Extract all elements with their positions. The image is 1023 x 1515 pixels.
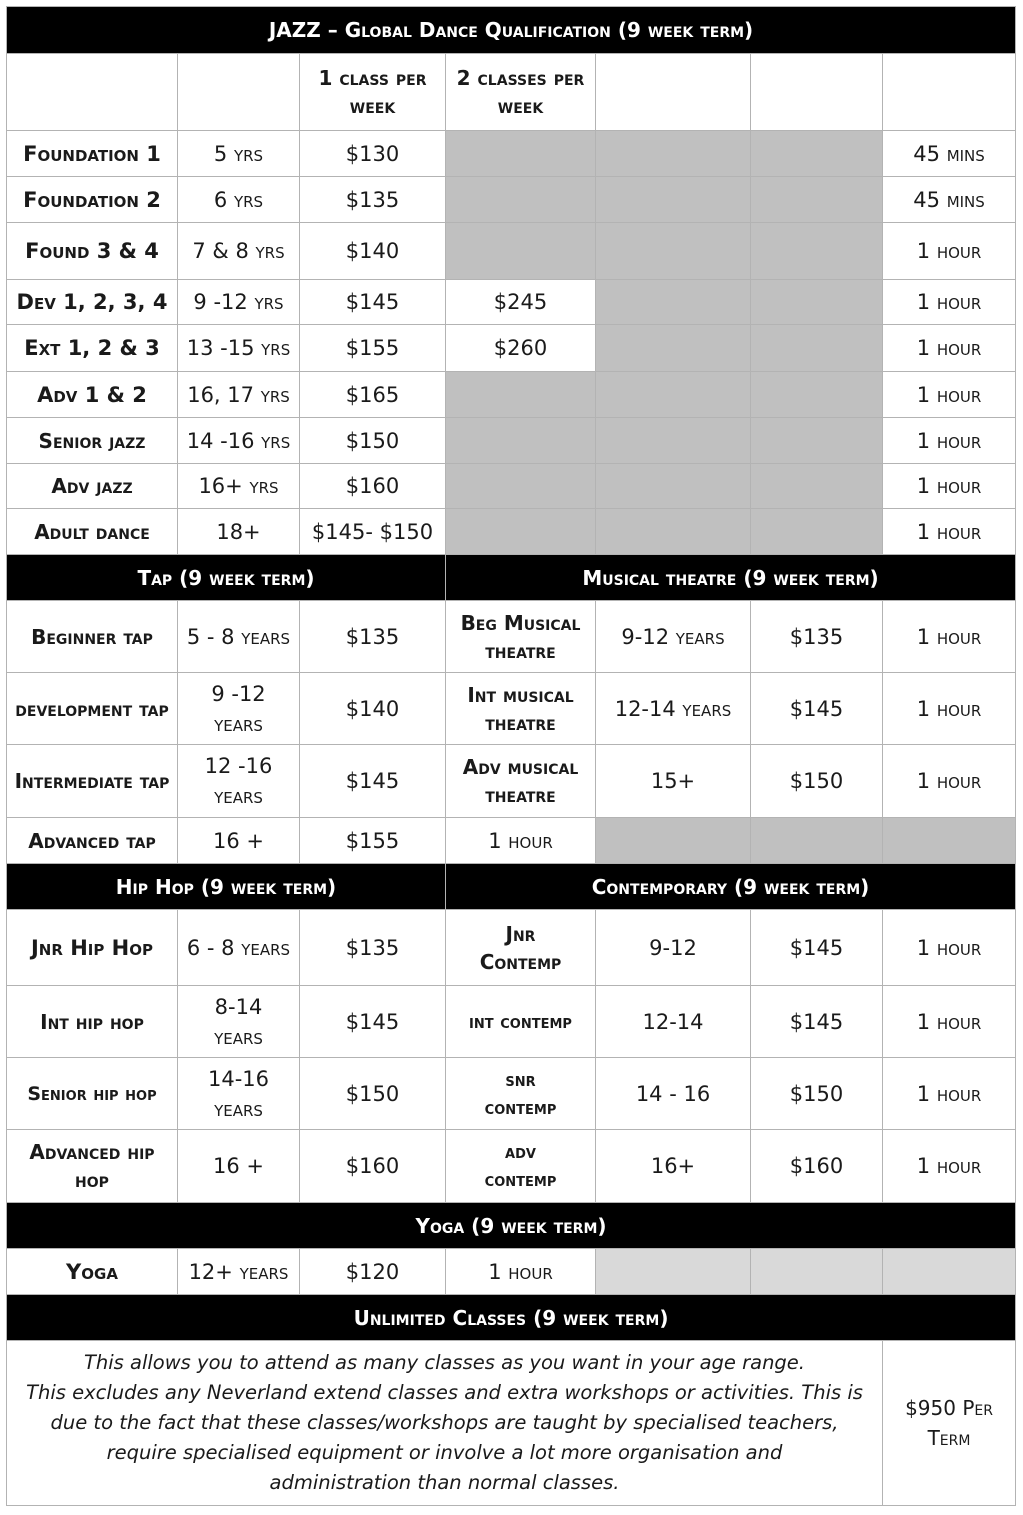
- tap-musical-row: [7, 745, 1016, 818]
- class-name: Int hip hop: [7, 986, 178, 1058]
- class-name: Jnr Hip Hop: [7, 910, 178, 986]
- empty-cell: [596, 509, 751, 555]
- class-name: Dev 1, 2, 3, 4: [7, 280, 178, 325]
- hiphop-contemporary-row: [7, 910, 1016, 986]
- age-range: 13 -15 yrs: [178, 325, 300, 372]
- class-name: adv contemp: [446, 1130, 596, 1203]
- empty-cell: [446, 509, 596, 555]
- jazz-row: [7, 223, 1016, 280]
- class-name: Jnr Contemp: [446, 910, 596, 986]
- age-range: 16, 17 yrs: [178, 372, 300, 418]
- empty-cell: [751, 1249, 883, 1295]
- unlimited-section-title: Unlimited Classes (9 week term): [7, 1295, 1016, 1341]
- class-name: Advanced tap: [7, 818, 178, 864]
- price: $150: [300, 1058, 446, 1130]
- jazz-row: [7, 418, 1016, 464]
- price: $160: [300, 1130, 446, 1203]
- class-duration: 45 mins: [883, 177, 1016, 223]
- class-name: Intermediate tap: [7, 745, 178, 818]
- price: $120: [300, 1249, 446, 1295]
- musical-theatre-section-title: Musical theatre (9 week term): [446, 555, 1016, 601]
- class-name: Senior hip hop: [7, 1058, 178, 1130]
- age-range: 12+ years: [178, 1249, 300, 1295]
- empty-cell: [446, 177, 596, 223]
- price-one-class: $140: [300, 223, 446, 280]
- age-range: 12 -16 years: [178, 745, 300, 818]
- age-range: 5 yrs: [178, 131, 300, 177]
- unlimited-description: This allows you to attend as many classes as you want in your age range. This excludes any Neverland extend classes and extra workshops or activities. This is due to the fact that these classes/workshops are taught by specialised teachers, require specialised equipment or involve a lot more organisation and administration than normal classes.: [7, 1341, 883, 1506]
- class-duration: 1 hour: [883, 325, 1016, 372]
- jazz-row: [7, 325, 1016, 372]
- empty-cell: [446, 131, 596, 177]
- age-range: 7 & 8 yrs: [178, 223, 300, 280]
- price-one-class: $130: [300, 131, 446, 177]
- class-duration: 1 hour: [883, 372, 1016, 418]
- class-name: Adv musical theatre: [446, 745, 596, 818]
- class-duration: 1 hour: [446, 818, 596, 864]
- class-name: Yoga: [7, 1249, 178, 1295]
- age-range: 6 - 8 years: [178, 910, 300, 986]
- empty-cell: [596, 325, 751, 372]
- age-range: 6 yrs: [178, 177, 300, 223]
- class-duration: 1 hour: [883, 464, 1016, 509]
- tap-musical-row: [7, 673, 1016, 745]
- empty-cell: [751, 177, 883, 223]
- class-name: int contemp: [446, 986, 596, 1058]
- empty-cell: [751, 464, 883, 509]
- age-range: 18+: [178, 509, 300, 555]
- class-duration: 1 hour: [883, 418, 1016, 464]
- empty-cell: [751, 325, 883, 372]
- jazz-section-title: JAZZ – Global Dance Qualification (9 week term): [7, 7, 1016, 54]
- age-range: 9 -12 years: [178, 673, 300, 745]
- empty-cell: [751, 818, 883, 864]
- class-name: Adv 1 & 2: [7, 372, 178, 418]
- class-duration: 1 hour: [883, 509, 1016, 555]
- two-classes-per-week-header: 2 classes per week: [446, 54, 596, 131]
- class-name: Advanced hip hop: [7, 1130, 178, 1203]
- class-duration: 1 hour: [883, 673, 1016, 745]
- empty-cell: [596, 1249, 751, 1295]
- price: $150: [751, 745, 883, 818]
- price: $145: [751, 910, 883, 986]
- class-name: Adult dance: [7, 509, 178, 555]
- age-range: 15+: [596, 745, 751, 818]
- price-two-classes: $260: [446, 325, 596, 372]
- class-duration: 1 hour: [883, 223, 1016, 280]
- class-duration: 1 hour: [883, 1058, 1016, 1130]
- tap-musical-row: [7, 818, 1016, 864]
- empty-cell: [751, 131, 883, 177]
- class-name: Int musical theatre: [446, 673, 596, 745]
- age-range: 5 - 8 years: [178, 601, 300, 673]
- empty-cell: [446, 372, 596, 418]
- price-two-classes: $245: [446, 280, 596, 325]
- empty-cell: [751, 418, 883, 464]
- contemporary-section-title: Contemporary (9 week term): [446, 864, 1016, 910]
- class-name: snr contemp: [446, 1058, 596, 1130]
- age-range: 12-14: [596, 986, 751, 1058]
- price: $135: [300, 910, 446, 986]
- tap-musical-row: [7, 601, 1016, 673]
- price-one-class: $150: [300, 418, 446, 464]
- fee-schedule-table: [6, 6, 1016, 1506]
- jazz-row: [7, 280, 1016, 325]
- hip-hop-section-title: Hip Hop (9 week term): [7, 864, 446, 910]
- one-class-per-week-header: 1 class per week: [300, 54, 446, 131]
- empty-cell: [596, 223, 751, 280]
- empty-cell: [446, 418, 596, 464]
- class-name: Beginner tap: [7, 601, 178, 673]
- class-name: Ext 1, 2 & 3: [7, 325, 178, 372]
- jazz-row: [7, 372, 1016, 418]
- empty-cell: [446, 464, 596, 509]
- price: $135: [751, 601, 883, 673]
- price-one-class: $145: [300, 280, 446, 325]
- empty-cell: [596, 131, 751, 177]
- jazz-row: [7, 509, 1016, 555]
- class-duration: 45 mins: [883, 131, 1016, 177]
- empty-cell: [751, 280, 883, 325]
- class-name: Foundation 2: [7, 177, 178, 223]
- hiphop-contemporary-row: [7, 1130, 1016, 1203]
- class-name: Foundation 1: [7, 131, 178, 177]
- price: $160: [751, 1130, 883, 1203]
- class-duration: 1 hour: [883, 745, 1016, 818]
- empty-cell: [751, 223, 883, 280]
- age-range: 9-12 years: [596, 601, 751, 673]
- price: $145: [751, 986, 883, 1058]
- age-range: 14 - 16: [596, 1058, 751, 1130]
- yoga-row: [7, 1249, 1016, 1295]
- class-name: development tap: [7, 673, 178, 745]
- class-duration: 1 hour: [883, 986, 1016, 1058]
- class-name: Beg Musical theatre: [446, 601, 596, 673]
- price-one-class: $145- $150: [300, 509, 446, 555]
- hiphop-contemporary-row: [7, 986, 1016, 1058]
- price: $140: [300, 673, 446, 745]
- age-range: 14-16 years: [178, 1058, 300, 1130]
- empty-cell: [596, 418, 751, 464]
- class-name: Adv jazz: [7, 464, 178, 509]
- unlimited-row: [7, 1341, 1016, 1506]
- jazz-column-header-row: [7, 54, 1016, 131]
- empty-cell: [883, 1249, 1016, 1295]
- jazz-row: [7, 464, 1016, 509]
- class-duration: 1 hour: [883, 1130, 1016, 1203]
- empty-cell: [751, 509, 883, 555]
- class-name: Found 3 & 4: [7, 223, 178, 280]
- price-one-class: $155: [300, 325, 446, 372]
- price: $150: [751, 1058, 883, 1130]
- class-duration: 1 hour: [446, 1249, 596, 1295]
- empty-cell: [446, 223, 596, 280]
- empty-cell: [596, 177, 751, 223]
- price-one-class: $135: [300, 177, 446, 223]
- price: $145: [300, 986, 446, 1058]
- price: $145: [751, 673, 883, 745]
- price: $145: [300, 745, 446, 818]
- price: $135: [300, 601, 446, 673]
- tap-section-title: Tap (9 week term): [7, 555, 446, 601]
- unlimited-price: $950 Per Term: [883, 1341, 1016, 1506]
- empty-cell: [596, 280, 751, 325]
- yoga-section-title: Yoga (9 week term): [7, 1203, 1016, 1249]
- age-range: 8-14 years: [178, 986, 300, 1058]
- empty-cell: [596, 818, 751, 864]
- unlimited-header-row: [7, 1295, 1016, 1341]
- yoga-header-row: [7, 1203, 1016, 1249]
- age-range: 14 -16 yrs: [178, 418, 300, 464]
- empty-cell: [883, 818, 1016, 864]
- age-range: 16 +: [178, 1130, 300, 1203]
- jazz-row: [7, 177, 1016, 223]
- jazz-header-row: [7, 7, 1016, 54]
- age-range: 12-14 years: [596, 673, 751, 745]
- tap-musical-header-row: [7, 555, 1016, 601]
- price-one-class: $165: [300, 372, 446, 418]
- class-duration: 1 hour: [883, 601, 1016, 673]
- class-name: Senior jazz: [7, 418, 178, 464]
- age-range: 16+: [596, 1130, 751, 1203]
- empty-cell: [596, 372, 751, 418]
- hiphop-contemporary-header-row: [7, 864, 1016, 910]
- age-range: 16 +: [178, 818, 300, 864]
- class-duration: 1 hour: [883, 910, 1016, 986]
- jazz-row: [7, 131, 1016, 177]
- price-one-class: $160: [300, 464, 446, 509]
- price: $155: [300, 818, 446, 864]
- age-range: 9 -12 yrs: [178, 280, 300, 325]
- age-range: 9-12: [596, 910, 751, 986]
- class-duration: 1 hour: [883, 280, 1016, 325]
- empty-cell: [751, 372, 883, 418]
- empty-cell: [596, 464, 751, 509]
- age-range: 16+ yrs: [178, 464, 300, 509]
- hiphop-contemporary-row: [7, 1058, 1016, 1130]
